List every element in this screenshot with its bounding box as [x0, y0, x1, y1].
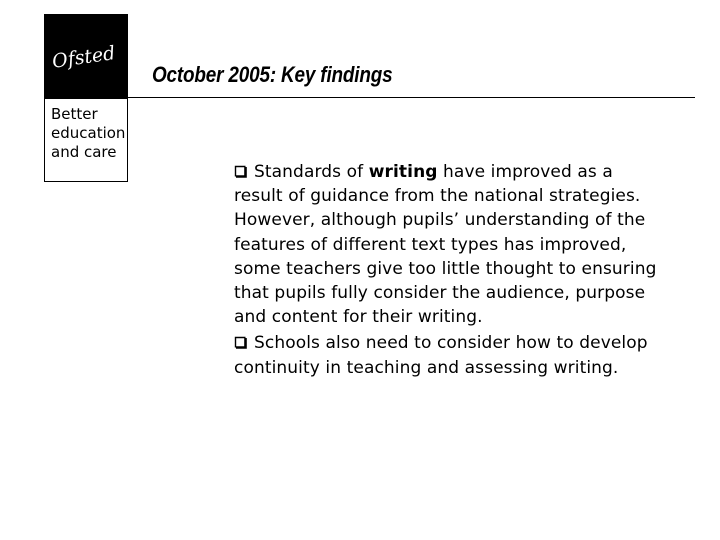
checkbox-square-icon	[234, 165, 247, 178]
ofsted-logo	[44, 14, 128, 182]
finding-emphasis: writing	[368, 162, 438, 182]
logo-tagline-line: Better	[51, 105, 98, 123]
finding-item	[234, 160, 664, 329]
findings-list	[234, 160, 664, 382]
logo-tagline-line: and care	[51, 143, 117, 161]
finding-text: Standards of	[254, 162, 369, 182]
checkbox-square-icon	[234, 336, 247, 349]
slide-title: October 2005: Key findings	[152, 62, 393, 87]
finding-text: have improved as a result of guidance from the national strategies. However, although pupils’ understanding of the features of different text types has improved, some teachers give too little thought to ensuring that pupils fully consider the audience, purpose and content for their writing.	[234, 162, 657, 328]
finding-text: Schools also need to consider how to develop continuity in teaching and assessing writing.	[234, 333, 648, 378]
ofsted-wordmark	[49, 37, 125, 77]
title-divider	[128, 97, 695, 98]
logo-wordmark-text: Ofsted	[50, 42, 117, 73]
logo-tagline-line: education	[51, 124, 126, 142]
finding-item	[234, 331, 664, 379]
logo-tagline	[51, 105, 125, 162]
logo-panel	[45, 15, 127, 99]
